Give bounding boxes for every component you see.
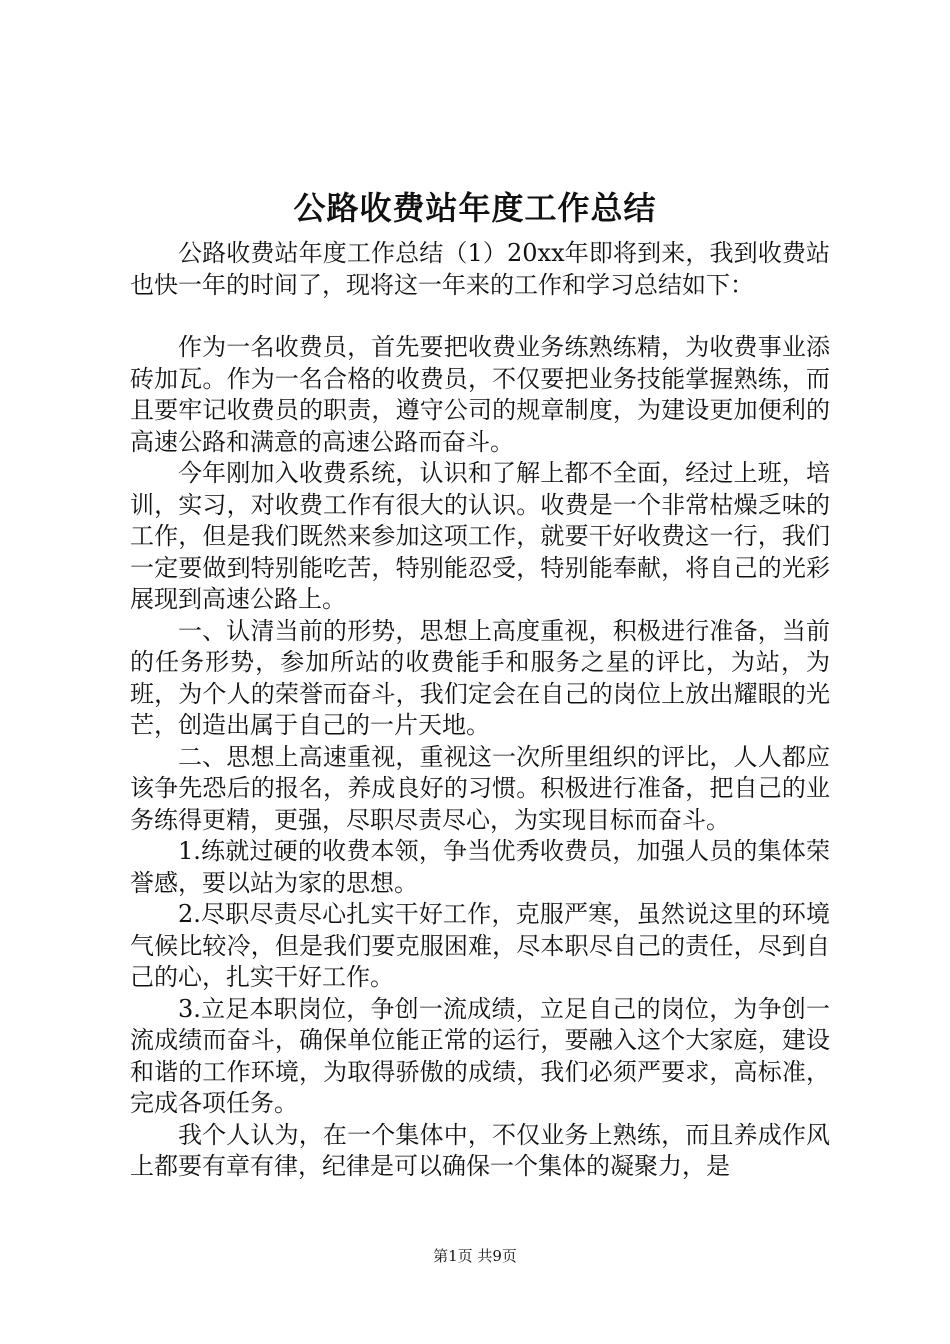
paragraph: 一、认清当前的形势，思想上高度重视，积极进行准备，当前的任务形势，参加所站的收费能手和服务之星的评比，为站，为班，为个人的荣誉而奋斗，我们定会在自己的岗位上放出耀眼的光芒，创造出属于自己的一片天地。	[130, 616, 830, 739]
paragraph: 今年刚加入收费系统，认识和了解上都不全面，经过上班，培训，实习，对收费工作有很大的认识。收费是一个非常枯燥乏味的工作，但是我们既然来参加这项工作，就要干好收费这一行，我们一定要做到特别能吃苦，特别能忍受，特别能奉献，将自己的光彩展现到高速公路上。	[130, 459, 830, 613]
paragraph-intro: 公路收费站年度工作总结（1）20xx年即将到来，我到收费站也快一年的时间了，现将这一年来的工作和学习总结如下：	[130, 239, 830, 299]
paragraph: 作为一名收费员，首先要把收费业务练熟练精，为收费事业添砖加瓦。作为一名合格的收费员，不仅要把业务技能掌握熟练，而且要牢记收费员的职责，遵守公司的规章制度，为建设更加便利的高速公路和满意的高速公路而奋斗。	[130, 333, 830, 456]
document-title: 公路收费站年度工作总结	[293, 189, 657, 227]
paragraph: 二、思想上高速重视，重视这一次所里组织的评比，人人都应该争先恐后的报名，养成良好的习惯。积极进行准备，把自己的业务练得更精，更强，尽职尽责尽心，为实现目标而奋斗。	[130, 742, 830, 834]
paragraph: 我个人认为，在一个集体中，不仅业务上熟练，而且养成作风上都要有章有律，纪律是可以确保一个集体的凝聚力，是	[130, 1120, 830, 1180]
paragraph: 1.练就过硬的收费本领，争当优秀收费员，加强人员的集体荣誉感，要以站为家的思想。	[130, 837, 830, 897]
page-footer: 第1页 共9页	[433, 1247, 517, 1265]
paragraph: 2.尽职尽责尽心扎实干好工作，克服严寒，虽然说这里的环境气候比较冷，但是我们要克服困难，尽本职尽自己的责任，尽到自己的心，扎实干好工作。	[130, 900, 830, 991]
document-body	[130, 238, 830, 1183]
paragraph: 3.立足本职岗位，争创一流成绩，立足自己的岗位，为争创一流成绩而奋斗，确保单位能正常的运行，要融入这个大家庭，建设和谐的工作环境，为取得骄傲的成绩，我们必须严要求，高标准，完成各项任务。	[130, 994, 830, 1117]
